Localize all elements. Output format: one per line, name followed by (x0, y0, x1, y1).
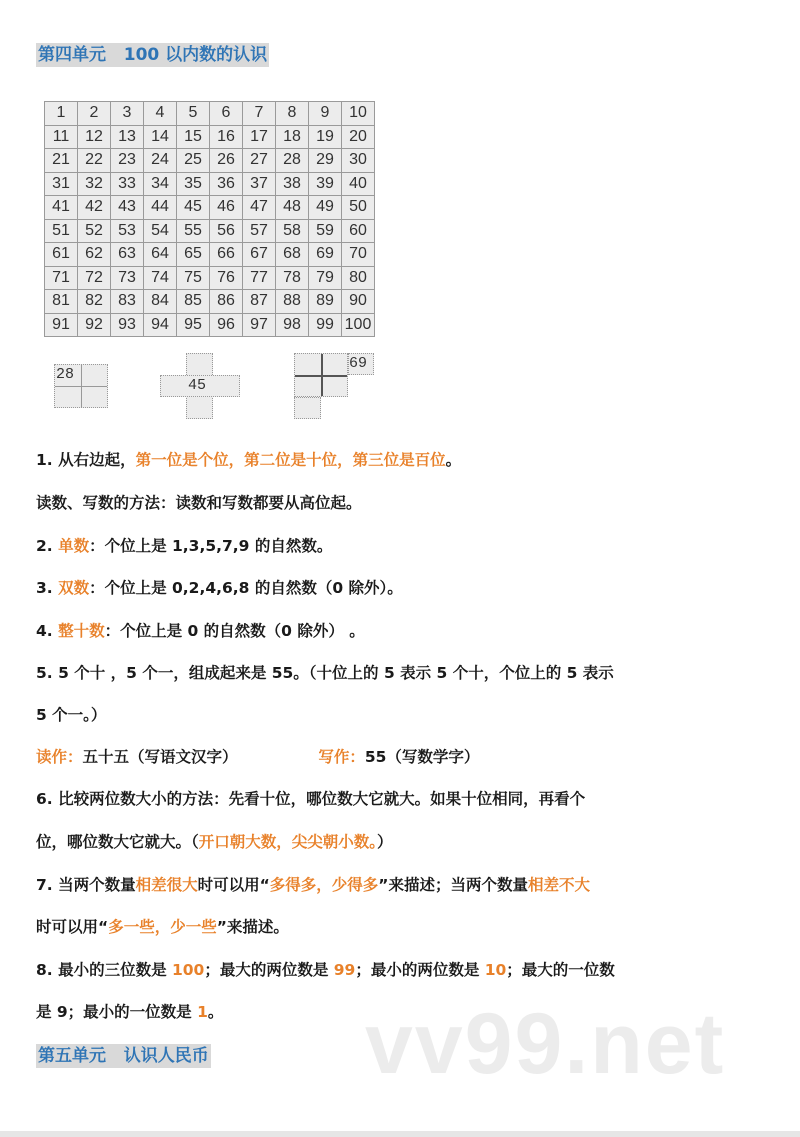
chart-cell: 20 (342, 125, 375, 149)
chart-cell: 17 (243, 125, 276, 149)
chart-cell: 41 (45, 196, 78, 220)
chart-cell: 13 (111, 125, 144, 149)
chart-cell: 58 (276, 219, 309, 243)
chart-cell: 95 (177, 313, 210, 337)
chart-cell: 10 (342, 102, 375, 126)
chart-cell: 31 (45, 172, 78, 196)
point-8-line1 (36, 959, 615, 981)
chart-cell: 16 (210, 125, 243, 149)
chart-cell: 18 (276, 125, 309, 149)
chart-cell: 71 (45, 266, 78, 290)
chart-cell: 91 (45, 313, 78, 337)
chart-cell: 86 (210, 290, 243, 314)
chart-row (45, 266, 375, 290)
chart-row (45, 243, 375, 267)
text: 3. (36, 579, 59, 597)
chart-cell: 53 (111, 219, 144, 243)
unit5-heading: 第五单元 认识人民币 (38, 1046, 209, 1066)
chart-cell: 19 (309, 125, 342, 149)
chart-cell: 23 (111, 149, 144, 173)
chart-cell: 38 (276, 172, 309, 196)
chart-cell: 46 (210, 196, 243, 220)
highlight-text: 99 (333, 961, 356, 979)
chart-cell: 93 (111, 313, 144, 337)
chart-cell: 65 (177, 243, 210, 267)
read-label: 读作： (36, 748, 83, 766)
chart-cell: 73 (111, 266, 144, 290)
chart-cell: 79 (309, 266, 342, 290)
chart-cell: 55 (177, 219, 210, 243)
chart-cell: 94 (144, 313, 177, 337)
chart-cell: 8 (276, 102, 309, 126)
point-5-read-write (36, 746, 479, 768)
chart-row (45, 313, 375, 337)
chart-cell: 68 (276, 243, 309, 267)
chart-cell: 47 (243, 196, 276, 220)
chart-cell: 28 (276, 149, 309, 173)
chart-cell: 45 (177, 196, 210, 220)
point-7-line1 (36, 874, 590, 896)
chart-cell: 11 (45, 125, 78, 149)
text: 。 (445, 451, 462, 469)
page-bottom-edge (0, 1131, 800, 1137)
chart-row (45, 290, 375, 314)
chart-cell: 56 (210, 219, 243, 243)
point-5-line1: 5. 5 个十 ，5 个一，组成起来是 55。（十位上的 5 表示 5 个十，个位上的 5 表示 (36, 664, 614, 682)
chart-cell: 48 (276, 196, 309, 220)
chart-cell: 43 (111, 196, 144, 220)
puzzle-label: 69 (349, 355, 368, 372)
read-text: 五十五（写语文汉字） (82, 748, 238, 766)
chart-cell: 80 (342, 266, 375, 290)
chart-cell: 39 (309, 172, 342, 196)
highlight-text: 多一些，少一些 (108, 918, 217, 936)
chart-cell: 26 (210, 149, 243, 173)
chart-cell: 96 (210, 313, 243, 337)
watermark: vv99.net (365, 996, 726, 1092)
point-7-line2 (36, 916, 289, 938)
text: ：个位上是 0,2,4,6,8 的自然数（0 除外）。 (89, 579, 403, 597)
chart-cell: 27 (243, 149, 276, 173)
highlight-text: 1 (197, 1003, 208, 1021)
chart-cell: 29 (309, 149, 342, 173)
write-label: 写作： (318, 748, 365, 766)
chart-cell: 50 (342, 196, 375, 220)
text: 。 (207, 1003, 224, 1021)
chart-cell: 87 (243, 290, 276, 314)
chart-cell: 54 (144, 219, 177, 243)
chart-cell: 22 (78, 149, 111, 173)
highlight-text: 多得多，少得多 (269, 876, 379, 894)
chart-row (45, 149, 375, 173)
chart-cell: 97 (243, 313, 276, 337)
reading-writing-note: 读数、写数的方法：读数和写数都要从高位起。 (36, 494, 362, 512)
puzzle-69-grid (294, 353, 348, 397)
text: ”来描述。 (216, 918, 289, 936)
chart-cell: 69 (309, 243, 342, 267)
chart-cell: 9 (309, 102, 342, 126)
text: 时可以用“ (197, 876, 270, 894)
chart-cell: 60 (342, 219, 375, 243)
text: 1. 从右边起， (36, 451, 136, 469)
point-6-line1: 6. 比较两位数大小的方法：先看十位，哪位数大它就大。如果十位相同，再看个 (36, 790, 586, 808)
chart-cell: 59 (309, 219, 342, 243)
chart-cell: 5 (177, 102, 210, 126)
highlight-text: 整十数 (58, 622, 105, 640)
text: 7. 当两个数量 (36, 876, 136, 894)
chart-cell: 3 (111, 102, 144, 126)
chart-cell: 82 (78, 290, 111, 314)
chart-cell: 40 (342, 172, 375, 196)
highlight-text: 10 (484, 961, 507, 979)
chart-cell: 83 (111, 290, 144, 314)
chart-cell: 35 (177, 172, 210, 196)
chart-cell: 76 (210, 266, 243, 290)
text: ） (377, 833, 393, 851)
chart-cell: 32 (78, 172, 111, 196)
text: 时可以用“ (36, 918, 109, 936)
point-2 (36, 535, 332, 557)
highlight-text: 第一位是个位，第二位是十位，第三位是百位 (135, 451, 446, 469)
text: ：个位上是 0 的自然数（0 除外） 。 (104, 622, 365, 640)
chart-cell: 64 (144, 243, 177, 267)
point-8-line2 (36, 1001, 223, 1023)
chart-cell: 1 (45, 102, 78, 126)
text: 是 9；最小的一位数是 (36, 1003, 198, 1021)
chart-cell: 78 (276, 266, 309, 290)
point-4 (36, 620, 365, 642)
highlight-text: 100 (171, 961, 205, 979)
chart-cell: 99 (309, 313, 342, 337)
text: ；最大的两位数是 (204, 961, 334, 979)
point-5-line2: 5 个一。） (36, 706, 107, 724)
chart-cell: 84 (144, 290, 177, 314)
chart-row (45, 125, 375, 149)
chart-cell: 37 (243, 172, 276, 196)
text: ；最大的一位数 (506, 961, 615, 979)
chart-cell: 90 (342, 290, 375, 314)
chart-cell: 88 (276, 290, 309, 314)
text: ；最小的两位数是 (355, 961, 485, 979)
chart-cell: 75 (177, 266, 210, 290)
text: 2. (36, 537, 59, 555)
chart-cell: 62 (78, 243, 111, 267)
chart-row (45, 172, 375, 196)
chart-cell: 81 (45, 290, 78, 314)
chart-cell: 57 (243, 219, 276, 243)
chart-cell: 42 (78, 196, 111, 220)
highlight-text: 双数 (58, 579, 90, 597)
chart-cell: 98 (276, 313, 309, 337)
chart-cell: 15 (177, 125, 210, 149)
chart-cell: 34 (144, 172, 177, 196)
chart-cell: 70 (342, 243, 375, 267)
chart-cell: 44 (144, 196, 177, 220)
chart-cell: 4 (144, 102, 177, 126)
chart-cell: 24 (144, 149, 177, 173)
chart-cell: 66 (210, 243, 243, 267)
chart-cell: 7 (243, 102, 276, 126)
puzzle-69-bottom (294, 397, 321, 419)
chart-cell: 67 (243, 243, 276, 267)
chart-cell: 92 (78, 313, 111, 337)
chart-cell: 21 (45, 149, 78, 173)
chart-row (45, 102, 375, 126)
point-3 (36, 577, 403, 599)
text: ：个位上是 1,3,5,7,9 的自然数。 (89, 537, 333, 555)
chart-cell: 100 (342, 313, 375, 337)
text: 8. 最小的三位数是 (36, 961, 172, 979)
highlight-text: 相差很大 (135, 876, 198, 894)
chart-cell: 61 (45, 243, 78, 267)
chart-row (45, 196, 375, 220)
chart-cell: 89 (309, 290, 342, 314)
chart-cell: 30 (342, 149, 375, 173)
chart-cell: 49 (309, 196, 342, 220)
chart-cell: 33 (111, 172, 144, 196)
chart-cell: 36 (210, 172, 243, 196)
chart-cell: 6 (210, 102, 243, 126)
highlight-text: 开口朝大数，尖尖朝小数。 (198, 833, 378, 851)
chart-cell: 2 (78, 102, 111, 126)
chart-cell: 63 (111, 243, 144, 267)
chart-cell: 52 (78, 219, 111, 243)
unit4-heading: 第四单元 100 以内数的认识 (38, 45, 268, 65)
chart-cell: 77 (243, 266, 276, 290)
chart-cell: 25 (177, 149, 210, 173)
chart-row (45, 219, 375, 243)
chart-cell: 12 (78, 125, 111, 149)
text: ”来描述；当两个数量 (378, 876, 528, 894)
chart-cell: 74 (144, 266, 177, 290)
puzzle-28 (54, 364, 108, 408)
highlight-text: 单数 (58, 537, 90, 555)
chart-cell: 72 (78, 266, 111, 290)
hundred-chart (44, 101, 375, 337)
point-1 (36, 449, 461, 471)
text: 位，哪位数大它就大。（ (36, 833, 199, 851)
point-6-line2 (36, 831, 393, 853)
write-text: 55（写数学字） (364, 748, 480, 766)
chart-cell: 51 (45, 219, 78, 243)
text: 4. (36, 622, 59, 640)
chart-cell: 85 (177, 290, 210, 314)
puzzle-label: 28 (56, 366, 75, 383)
puzzle-label: 45 (188, 377, 207, 394)
chart-cell: 14 (144, 125, 177, 149)
highlight-text: 相差不大 (528, 876, 591, 894)
